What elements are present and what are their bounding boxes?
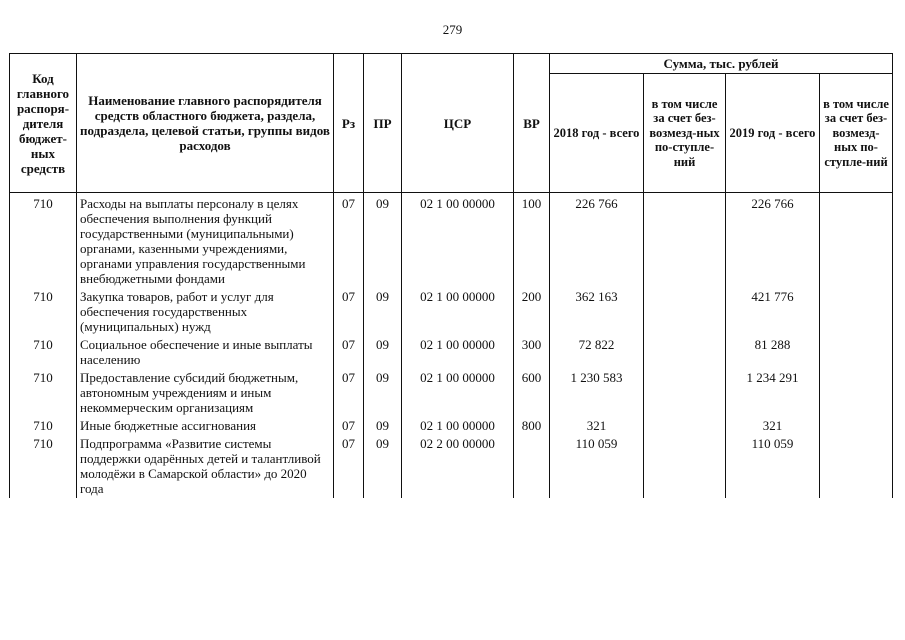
cell-2019-total: 110 059 bbox=[726, 435, 820, 498]
cell-name: Социальное обеспечение и иные выплаты населению bbox=[77, 336, 334, 369]
cell-rz: 07 bbox=[334, 369, 364, 417]
table-header bbox=[10, 54, 893, 193]
cell-vr: 200 bbox=[514, 288, 550, 336]
cell-code: 710 bbox=[10, 288, 77, 336]
header-2018-total: 2018 год - всего bbox=[550, 74, 644, 193]
cell-2019-incl bbox=[820, 369, 893, 417]
cell-name: Предоставление субсидий бюджетным, автономным учреждениям и иным некоммерческим организациям bbox=[77, 369, 334, 417]
cell-name: Расходы на выплаты персоналу в целях обеспечения выполнения функций государственными (муниципальными) органами, казенными учреждениями, органами управления государственными внебюджетными фондами bbox=[77, 193, 334, 289]
cell-2018-incl bbox=[644, 336, 726, 369]
cell-code: 710 bbox=[10, 369, 77, 417]
cell-csr: 02 1 00 00000 bbox=[402, 193, 514, 289]
cell-rz: 07 bbox=[334, 435, 364, 498]
cell-vr: 800 bbox=[514, 417, 550, 435]
cell-2018-incl bbox=[644, 288, 726, 336]
cell-2019-total: 421 776 bbox=[726, 288, 820, 336]
cell-pr: 09 bbox=[364, 417, 402, 435]
cell-2018-incl bbox=[644, 193, 726, 289]
cell-2018-total: 72 822 bbox=[550, 336, 644, 369]
cell-2019-incl bbox=[820, 435, 893, 498]
cell-2018-total: 362 163 bbox=[550, 288, 644, 336]
cell-2018-total: 110 059 bbox=[550, 435, 644, 498]
cell-pr: 09 bbox=[364, 288, 402, 336]
header-2019-incl: в том числе за счет без-возмезд-ных по-ступле-ний bbox=[820, 74, 893, 193]
header-code: Код главного распоря-дителя бюджет-ных средств bbox=[10, 54, 77, 193]
table-row bbox=[10, 435, 893, 498]
cell-2019-total: 1 234 291 bbox=[726, 369, 820, 417]
page-number: 279 bbox=[442, 22, 463, 37]
cell-vr: 100 bbox=[514, 193, 550, 289]
cell-2018-incl bbox=[644, 369, 726, 417]
cell-code: 710 bbox=[10, 336, 77, 369]
cell-csr: 02 2 00 00000 bbox=[402, 435, 514, 498]
cell-code: 710 bbox=[10, 435, 77, 498]
cell-vr: 600 bbox=[514, 369, 550, 417]
cell-csr: 02 1 00 00000 bbox=[402, 288, 514, 336]
cell-2018-total: 226 766 bbox=[550, 193, 644, 289]
cell-2019-total: 321 bbox=[726, 417, 820, 435]
table-row bbox=[10, 288, 893, 336]
cell-csr: 02 1 00 00000 bbox=[402, 417, 514, 435]
cell-name: Иные бюджетные ассигнования bbox=[77, 417, 334, 435]
cell-pr: 09 bbox=[364, 193, 402, 289]
table-row bbox=[10, 193, 893, 289]
header-sum-group: Сумма, тыс. рублей bbox=[550, 54, 893, 74]
cell-code: 710 bbox=[10, 193, 77, 289]
header-vr: ВР bbox=[514, 54, 550, 193]
cell-2019-incl bbox=[820, 288, 893, 336]
cell-2018-total: 321 bbox=[550, 417, 644, 435]
cell-2018-incl bbox=[644, 435, 726, 498]
cell-rz: 07 bbox=[334, 193, 364, 289]
header-rz: Рз bbox=[334, 54, 364, 193]
cell-rz: 07 bbox=[334, 288, 364, 336]
cell-2019-incl bbox=[820, 417, 893, 435]
cell-2018-total: 1 230 583 bbox=[550, 369, 644, 417]
cell-pr: 09 bbox=[364, 336, 402, 369]
cell-2018-incl bbox=[644, 417, 726, 435]
cell-pr: 09 bbox=[364, 435, 402, 498]
table-row bbox=[10, 417, 893, 435]
header-2019-total: 2019 год - всего bbox=[726, 74, 820, 193]
cell-rz: 07 bbox=[334, 417, 364, 435]
cell-vr: 300 bbox=[514, 336, 550, 369]
header-2018-incl: в том числе за счет без-возмезд-ных по-ступле-ний bbox=[644, 74, 726, 193]
cell-csr: 02 1 00 00000 bbox=[402, 369, 514, 417]
cell-rz: 07 bbox=[334, 336, 364, 369]
header-name: Наименование главного распорядителя средств областного бюджета, раздела, подраздела, целевой статьи, группы видов расходов bbox=[77, 54, 334, 193]
cell-2019-incl bbox=[820, 336, 893, 369]
cell-2019-total: 81 288 bbox=[726, 336, 820, 369]
cell-2019-incl bbox=[820, 193, 893, 289]
budget-table bbox=[9, 53, 893, 498]
cell-csr: 02 1 00 00000 bbox=[402, 336, 514, 369]
cell-2019-total: 226 766 bbox=[726, 193, 820, 289]
header-csr: ЦСР bbox=[402, 54, 514, 193]
header-pr: ПР bbox=[364, 54, 402, 193]
cell-pr: 09 bbox=[364, 369, 402, 417]
table-row bbox=[10, 369, 893, 417]
table-body bbox=[10, 193, 893, 499]
cell-name: Подпрограмма «Развитие системы поддержки одарённых детей и талантливой молодёжи в Самарской области» до 2020 года bbox=[77, 435, 334, 498]
table-row bbox=[10, 336, 893, 369]
cell-vr bbox=[514, 435, 550, 498]
cell-code: 710 bbox=[10, 417, 77, 435]
cell-name: Закупка товаров, работ и услуг для обеспечения государственных (муниципальных) нужд bbox=[77, 288, 334, 336]
